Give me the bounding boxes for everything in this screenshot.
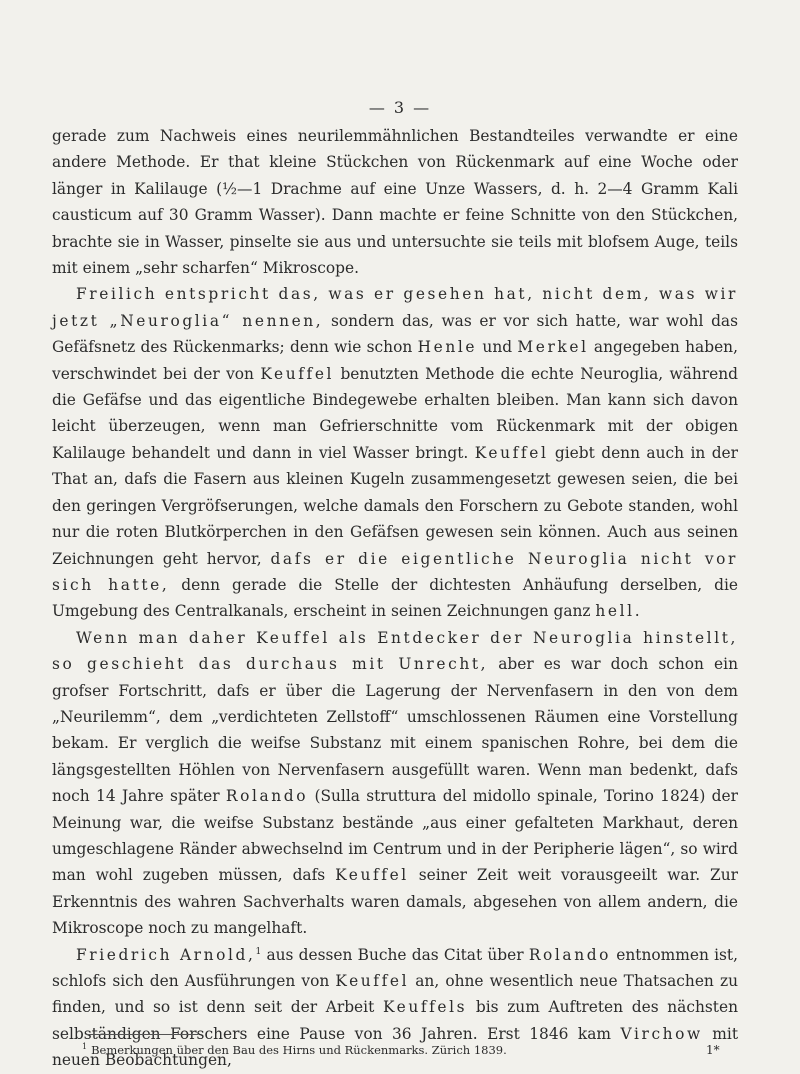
paragraph-3: Wenn man daher Keuffel als Entdecker der Neuroglia hinstellt, so geschieht das durchaus mit Unrecht, aber es war doch schon ein grofser Fortschritt, dafs er über die Lagerung der Nervenfasern in den von dem „Neurilemm“, dem „verdichteten Zellstoff“ umschlossenen Räumen eine Vorstellung bekam. Er verglich die weifse Substanz mit einem spanischen Rohre, bei dem die längsgestellten Höhlen von Nervenfasern ausgefüllt waren. Wenn man bedenkt, dafs noch 14 Jahre später Rolando (Sulla struttura del midollo spinale, Torino 1824) der Meinung war, die weifse Substanz bestände „aus einer gefalteten Markhaut, deren umgeschlagene Ränder abwechselnd im Centrum und in der Peripherie lägen“, so wird man wohl zugeben müssen, dafs Keuffel seiner Zeit weit vorausgeeilt war. Zur Erkenntnis des wahren Sachverhalts waren damals, abgesehen von allem andern, die Mikroscope noch zu mangelhaft.	[52, 628, 738, 938]
footnote-text: Bemerkungen über den Bau des Hirns und Rückenmarks. Zürich 1839.	[91, 1042, 507, 1057]
emphasis-statement: Freilich entspricht das, was er gesehen hat, nicht dem, was wir jetzt „Neuroglia“ nennen,	[52, 285, 738, 330]
paragraph-4: Friedrich Arnold,$^1$ aus dessen Buche das Citat über Rolando entnommen ist, schlofs sich den Ausführungen von Keuffel an, ohne wesentlich neue Thatsachen zu finden, und so ist denn seit der Arbeit Keuffels bis zum Auftreten des nächsten selbständigen Forschers eine Pause von 36 Jahren. Erst 1846 kam Virchow mit neuen Beobachtungen,	[52, 945, 739, 1070]
emphasis-word: hell	[595, 602, 635, 621]
author-henle: Henle	[417, 338, 478, 357]
emphasis-statement: dafs er die eigentliche Neuroglia nicht vor sich hatte,	[52, 549, 738, 594]
page-number: — 3 —	[368, 98, 432, 117]
author-keuffel: Keuffel	[260, 364, 335, 383]
footnote-mark: 1	[82, 1042, 88, 1051]
footnote-reference: 1	[255, 946, 262, 957]
footnote-divider	[86, 1034, 198, 1035]
author-arnold: Friedrich Arnold,	[76, 945, 256, 964]
author-rolando: Rolando	[225, 787, 309, 806]
author-rolando: Rolando	[528, 945, 612, 964]
emphasis-statement: Wenn man daher Keuffel als Entdecker der Neuroglia hinstellt, so geschieht das durchaus mit Unrecht,	[52, 628, 738, 674]
footnote	[82, 1040, 507, 1057]
author-merkel: Merkel	[517, 338, 589, 357]
author-virchow: Virchow	[620, 1024, 703, 1043]
author-keuffels: Keuffels	[382, 998, 468, 1017]
author-keuffel: Keuffel	[335, 866, 409, 885]
author-keuffel: Keuffel	[335, 972, 410, 990]
paragraph-2: Freilich entspricht das, was er gesehen hat, nicht dem, was wir jetzt „Neuroglia“ nennen, sondern das, was er vor sich hatte, war wohl das Gefäfsnetz des Rückenmarks; denn wie schon Henle und Merkel angegeben haben, verschwindet bei der von Keuffel benutzten Methode die echte Neuroglia, während die Gefäfse und das eigentliche Bindegewebe erhalten bleiben. Man kann sich davon leicht überzeugen, wenn man Gefrierschnitte vom Rückenmark mit der obigen Kalilauge behandelt und dann in viel Wasser bringt. Keuffel giebt denn auch in der That an, dafs die Fasern aus kleinen Kugeln zusammengesetzt gewesen seien, die bei den geringen Vergröfserungen, welche damals den Forschern zu Gebote standen, wohl nur die roten Blutkörperchen in den Gefäfsen gewesen sein können. Auch aus seinen Zeichnungen geht hervor, dafs er die eigentliche Neuroglia nicht vor sich hatte, denn gerade die Stelle der dichtesten Anhäufung derselben, die Umgebung des Centralkanals, erscheint in seinen Zeichnungen ganz hell.	[52, 285, 739, 621]
paragraph-1: gerade zum Nachweis eines neurilemmähnlichen Bestandteiles verwandte er eine andere Methode. Er that kleine Stückchen von Rückenmark auf eine Woche oder länger in Kalilauge (½—1 Drachme auf eine Unze Wassers, d. h. 2—4 Gramm Kali causticum auf 30 Gramm Wasser). Dann machte er feine Schnitte von den Stückchen, brachte sie in Wasser, pinselte sie aus und untersuchte sie teils mit blofsem Auge, teils mit einem „sehr scharfen“ Mikroscope.	[52, 127, 738, 278]
body-text	[52, 123, 738, 1074]
author-keuffel: Keuffel	[474, 443, 549, 462]
signature-mark: 1*	[706, 1043, 720, 1057]
